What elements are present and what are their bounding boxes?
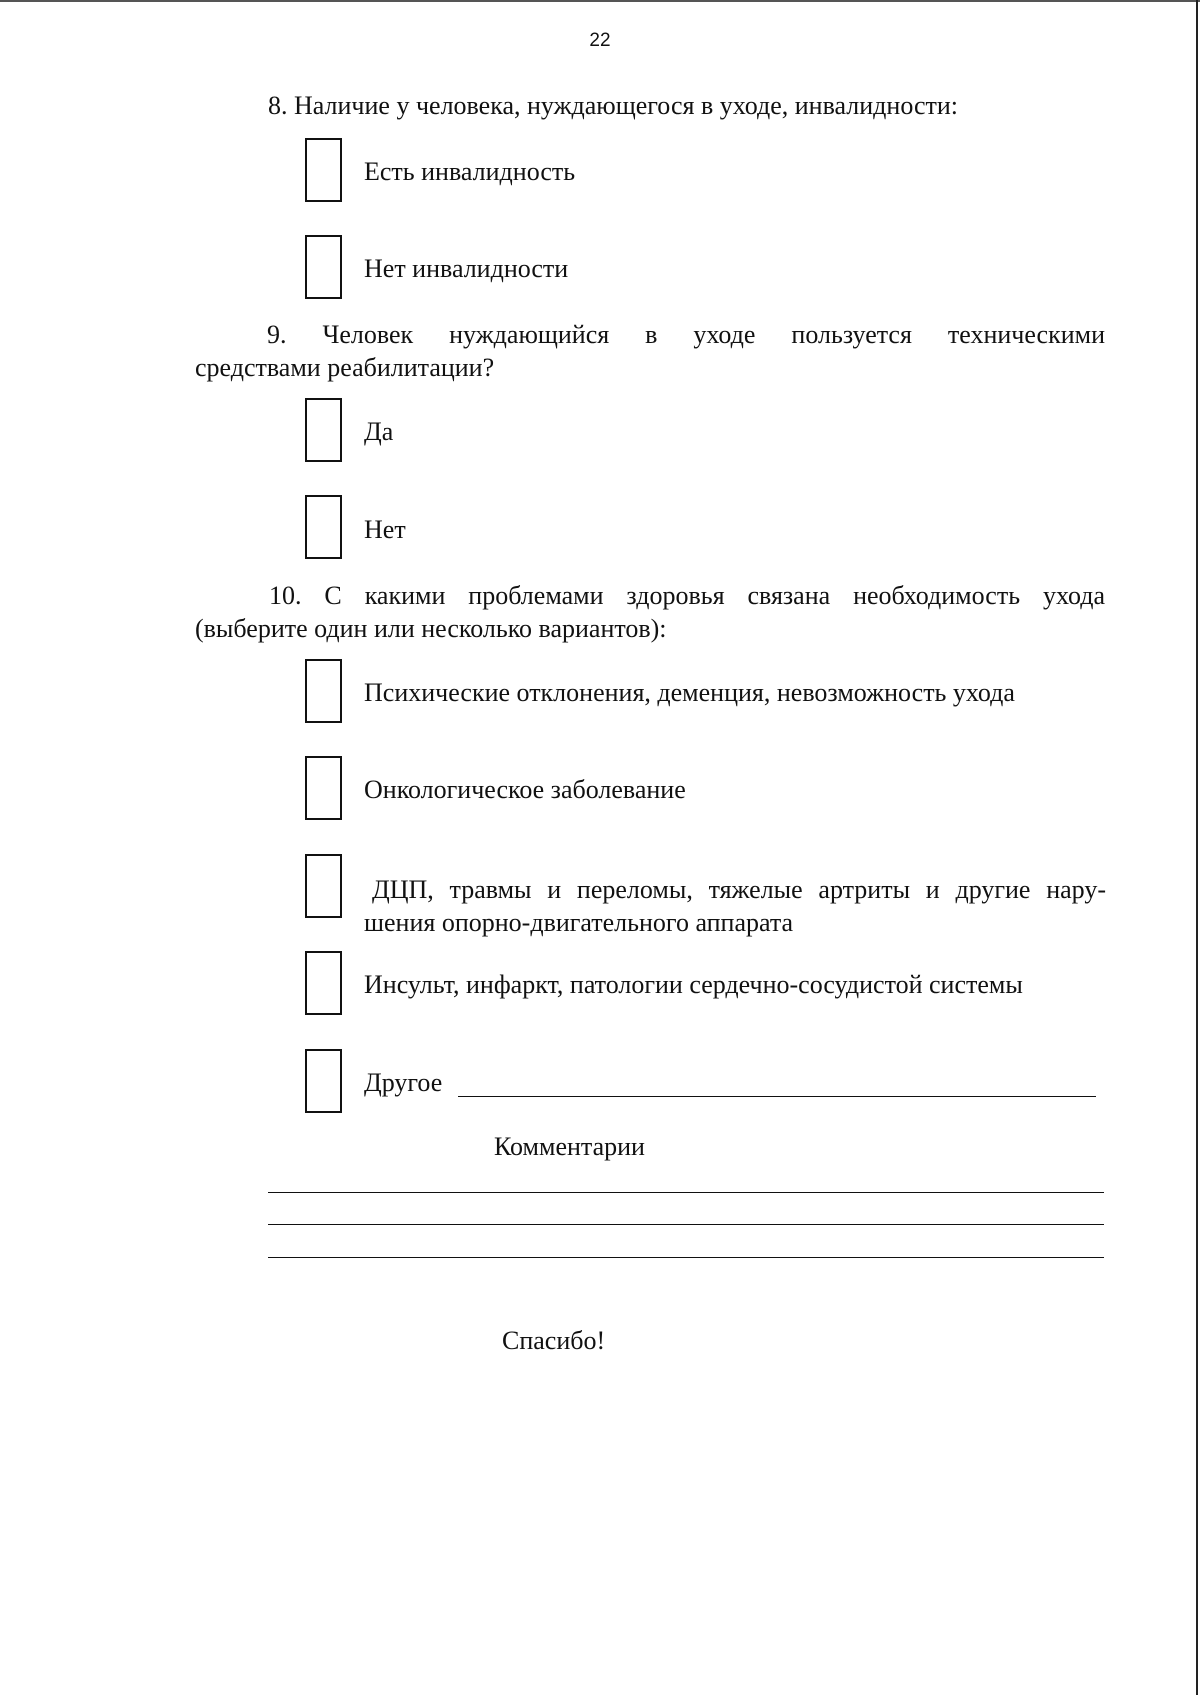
checkbox-other[interactable] — [305, 1049, 342, 1113]
other-input-line[interactable] — [458, 1096, 1096, 1097]
option-oncology-label: Онкологическое заболевание — [364, 775, 686, 804]
checkbox-no-disability[interactable] — [305, 235, 342, 299]
option-musculoskeletal-label — [364, 873, 1106, 939]
question-9-title-line2: средствами реабилитации? — [195, 353, 495, 382]
option-no-label: Нет — [364, 515, 406, 544]
question-10-title-line1: 10. С какими проблемами здоровья связана необходимость ухода — [269, 581, 1105, 610]
checkbox-no[interactable] — [305, 495, 342, 559]
option-yes-label: Да — [364, 417, 394, 446]
option-has-disability-label: Есть инвалидность — [364, 157, 576, 186]
page-top-edge — [0, 0, 1200, 2]
option-cardiovascular-label: Инсульт, инфаркт, патологии сердечно-сосудистой системы — [364, 970, 1023, 999]
checkbox-yes[interactable] — [305, 398, 342, 462]
comment-line-3[interactable] — [268, 1257, 1104, 1258]
page-right-edge — [1196, 0, 1198, 1695]
checkbox-has-disability[interactable] — [305, 138, 342, 202]
checkbox-oncology[interactable] — [305, 756, 342, 820]
question-9-title-line1: 9. Человек нуждающийся в уходе пользуется техническими — [267, 320, 1105, 349]
option-mental-disorders-label: Психические отклонения, деменция, невозможность ухода — [364, 678, 1015, 707]
checkbox-cardiovascular[interactable] — [305, 951, 342, 1015]
option-musculoskeletal-label-line2: шения опорно-двигательного аппарата — [364, 908, 794, 937]
question-10-title — [195, 579, 1105, 645]
comment-line-1[interactable] — [268, 1192, 1104, 1193]
page-number: 22 — [589, 30, 611, 51]
option-musculoskeletal-label-line1: ДЦП, травмы и переломы, тяжелые артриты и другие нару- — [372, 875, 1106, 904]
question-9-title — [195, 318, 1105, 384]
option-other-label: Другое — [364, 1068, 443, 1097]
thanks-text: Спасибо! — [502, 1326, 606, 1355]
question-8-title: 8. Наличие у человека, нуждающегося в уходе, инвалидности: — [268, 91, 959, 120]
checkbox-mental-disorders[interactable] — [305, 659, 342, 723]
checkbox-musculoskeletal[interactable] — [305, 854, 342, 918]
comment-line-2[interactable] — [268, 1224, 1104, 1225]
comments-title: Комментарии — [494, 1132, 645, 1161]
question-10-title-line2: (выберите один или несколько вариантов): — [195, 614, 667, 643]
option-no-disability-label: Нет инвалидности — [364, 254, 569, 283]
